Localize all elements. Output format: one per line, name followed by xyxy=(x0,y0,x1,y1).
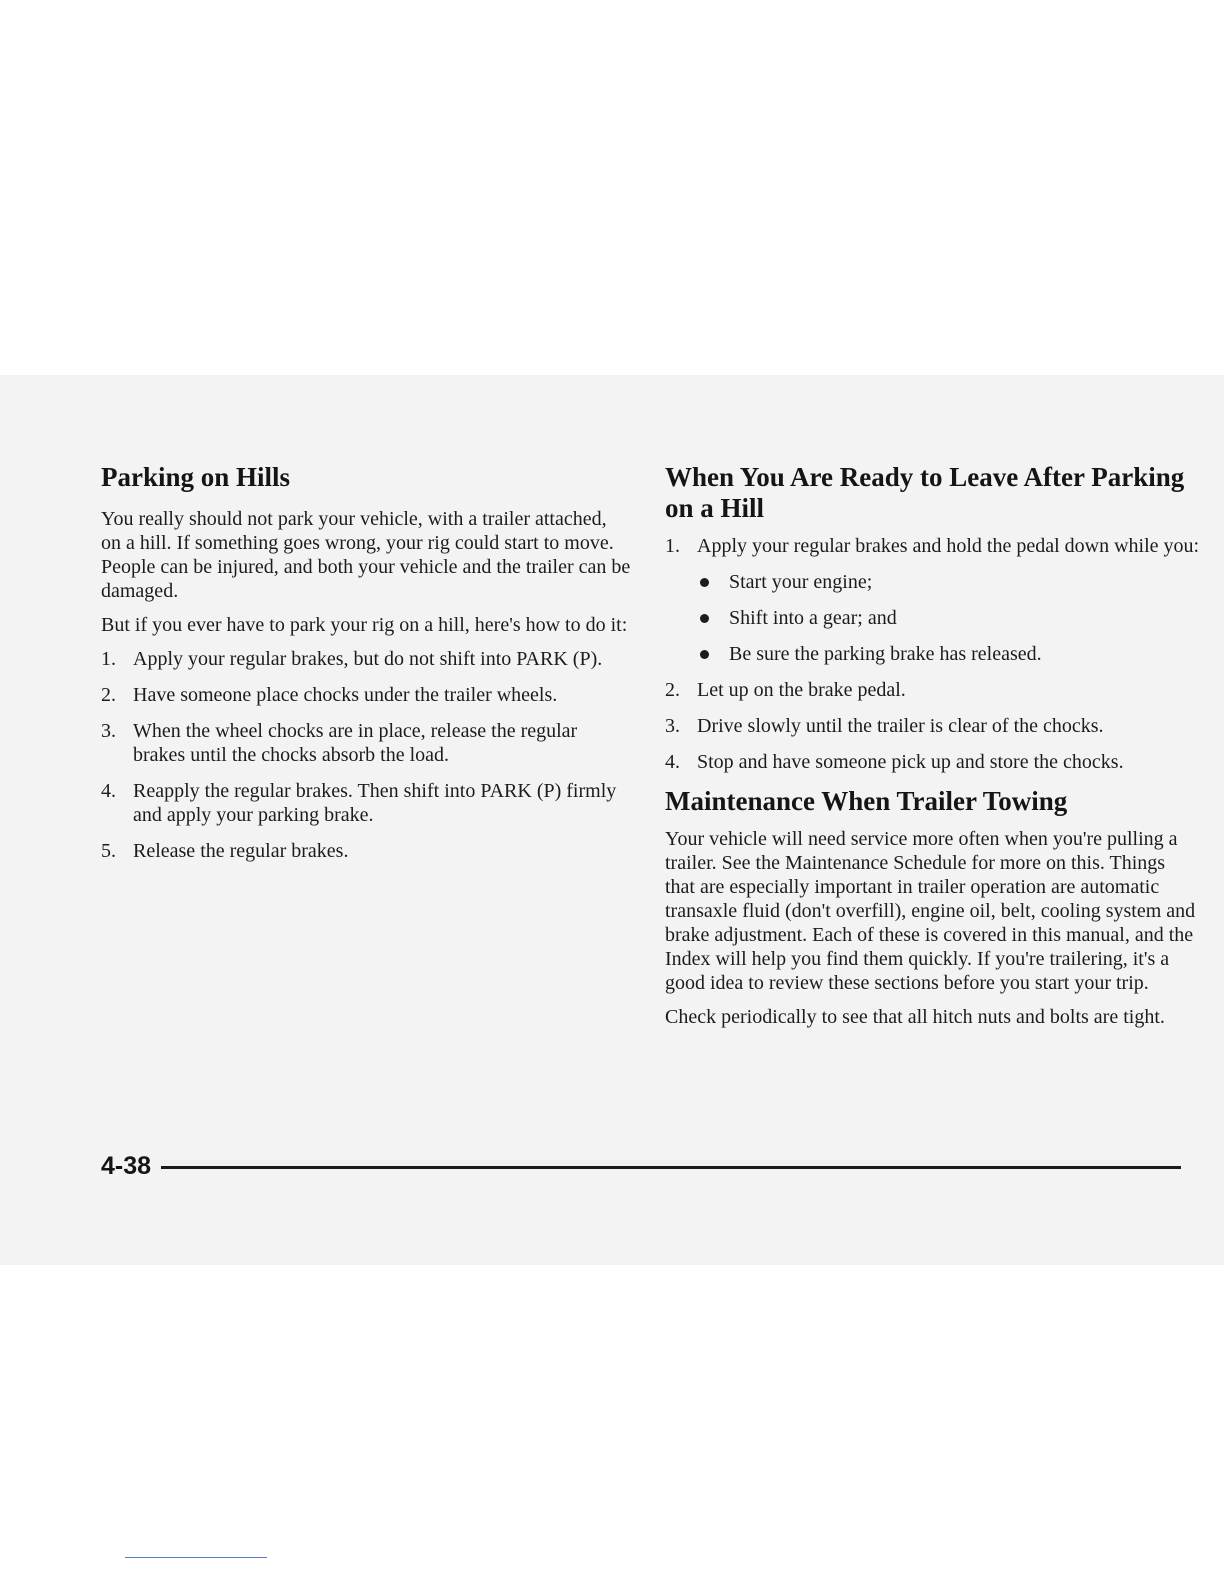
list-item xyxy=(101,779,631,827)
bullet-icon xyxy=(700,578,709,587)
bullet-text: Start your engine; xyxy=(729,571,873,593)
page-footer xyxy=(101,1148,1181,1184)
bullet-icon xyxy=(700,650,709,659)
leave-steps-list xyxy=(665,534,1200,774)
list-item xyxy=(665,714,1200,738)
step-number: 4. xyxy=(101,780,116,802)
hitch-check-paragraph: Check periodically to see that all hitch nuts and bolts are tight. xyxy=(665,1006,1165,1028)
list-item xyxy=(101,839,631,863)
step-number: 2. xyxy=(665,679,680,701)
list-item xyxy=(101,647,631,671)
list-item xyxy=(101,719,631,767)
bottom-link-underline xyxy=(125,1557,267,1558)
page-number: 4-38 xyxy=(101,1152,152,1180)
parking-howto-paragraph: But if you ever have to park your rig on a hill, here's how to do it: xyxy=(101,614,628,636)
bullet-icon xyxy=(700,614,709,623)
list-item xyxy=(101,683,631,707)
bullet-item xyxy=(697,570,1200,594)
left-column xyxy=(101,462,631,875)
step-number: 2. xyxy=(101,684,116,706)
list-item xyxy=(665,534,1200,666)
bullet-text: Be sure the parking brake has released. xyxy=(729,643,1042,665)
step-text: Release the regular brakes. xyxy=(133,840,349,862)
right-column xyxy=(665,462,1200,1039)
step-text: Reapply the regular brakes. Then shift into PARK (P) firmly and apply your parking brake. xyxy=(133,780,617,826)
step-text: Let up on the brake pedal. xyxy=(697,679,906,701)
list-item xyxy=(665,750,1200,774)
step-number: 1. xyxy=(665,535,680,557)
bullet-text: Shift into a gear; and xyxy=(729,607,897,629)
parking-intro-paragraph: You really should not park your vehicle, with a trailer attached, on a hill. If something goes wrong, your rig could start to move. People can be injured, and both your vehicle and the trailer can be damaged. xyxy=(101,508,631,602)
maintenance-heading: Maintenance When Trailer Towing xyxy=(665,786,1068,816)
step-text: Drive slowly until the trailer is clear of the chocks. xyxy=(697,715,1104,737)
leave-after-parking-heading: When You Are Ready to Leave After Parking on a Hill xyxy=(665,462,1185,523)
step-number: 5. xyxy=(101,840,116,862)
bullet-item xyxy=(697,606,1200,630)
step-number: 3. xyxy=(101,720,116,742)
step-number: 3. xyxy=(665,715,680,737)
step-text: Have someone place chocks under the trailer wheels. xyxy=(133,684,558,706)
maintenance-paragraph: Your vehicle will need service more often when you're pulling a trailer. See the Maintenance Schedule for more on this. Things that are especially important in trailer operation are automatic transaxle fluid (don't overfill), engine oil, belt, cooling system and brake adjustment. Each of these is covered in this manual, and the Index will help you find them quickly. If you're trailering, it's a good idea to review these sections before you start your trip. xyxy=(665,828,1196,994)
list-item xyxy=(665,678,1200,702)
footer-rule xyxy=(161,1166,1181,1169)
bullet-list xyxy=(697,570,1200,666)
bullet-item xyxy=(697,642,1200,666)
step-text: Apply your regular brakes and hold the pedal down while you: xyxy=(697,535,1200,557)
step-text: Apply your regular brakes, but do not shift into PARK (P). xyxy=(133,648,603,670)
step-number: 4. xyxy=(665,751,680,773)
step-number: 1. xyxy=(101,648,116,670)
parking-on-hills-heading: Parking on Hills xyxy=(101,462,291,492)
step-text: When the wheel chocks are in place, release the regular brakes until the chocks absorb the load. xyxy=(133,720,578,766)
step-text: Stop and have someone pick up and store the chocks. xyxy=(697,751,1124,773)
parking-steps-list xyxy=(101,647,631,863)
